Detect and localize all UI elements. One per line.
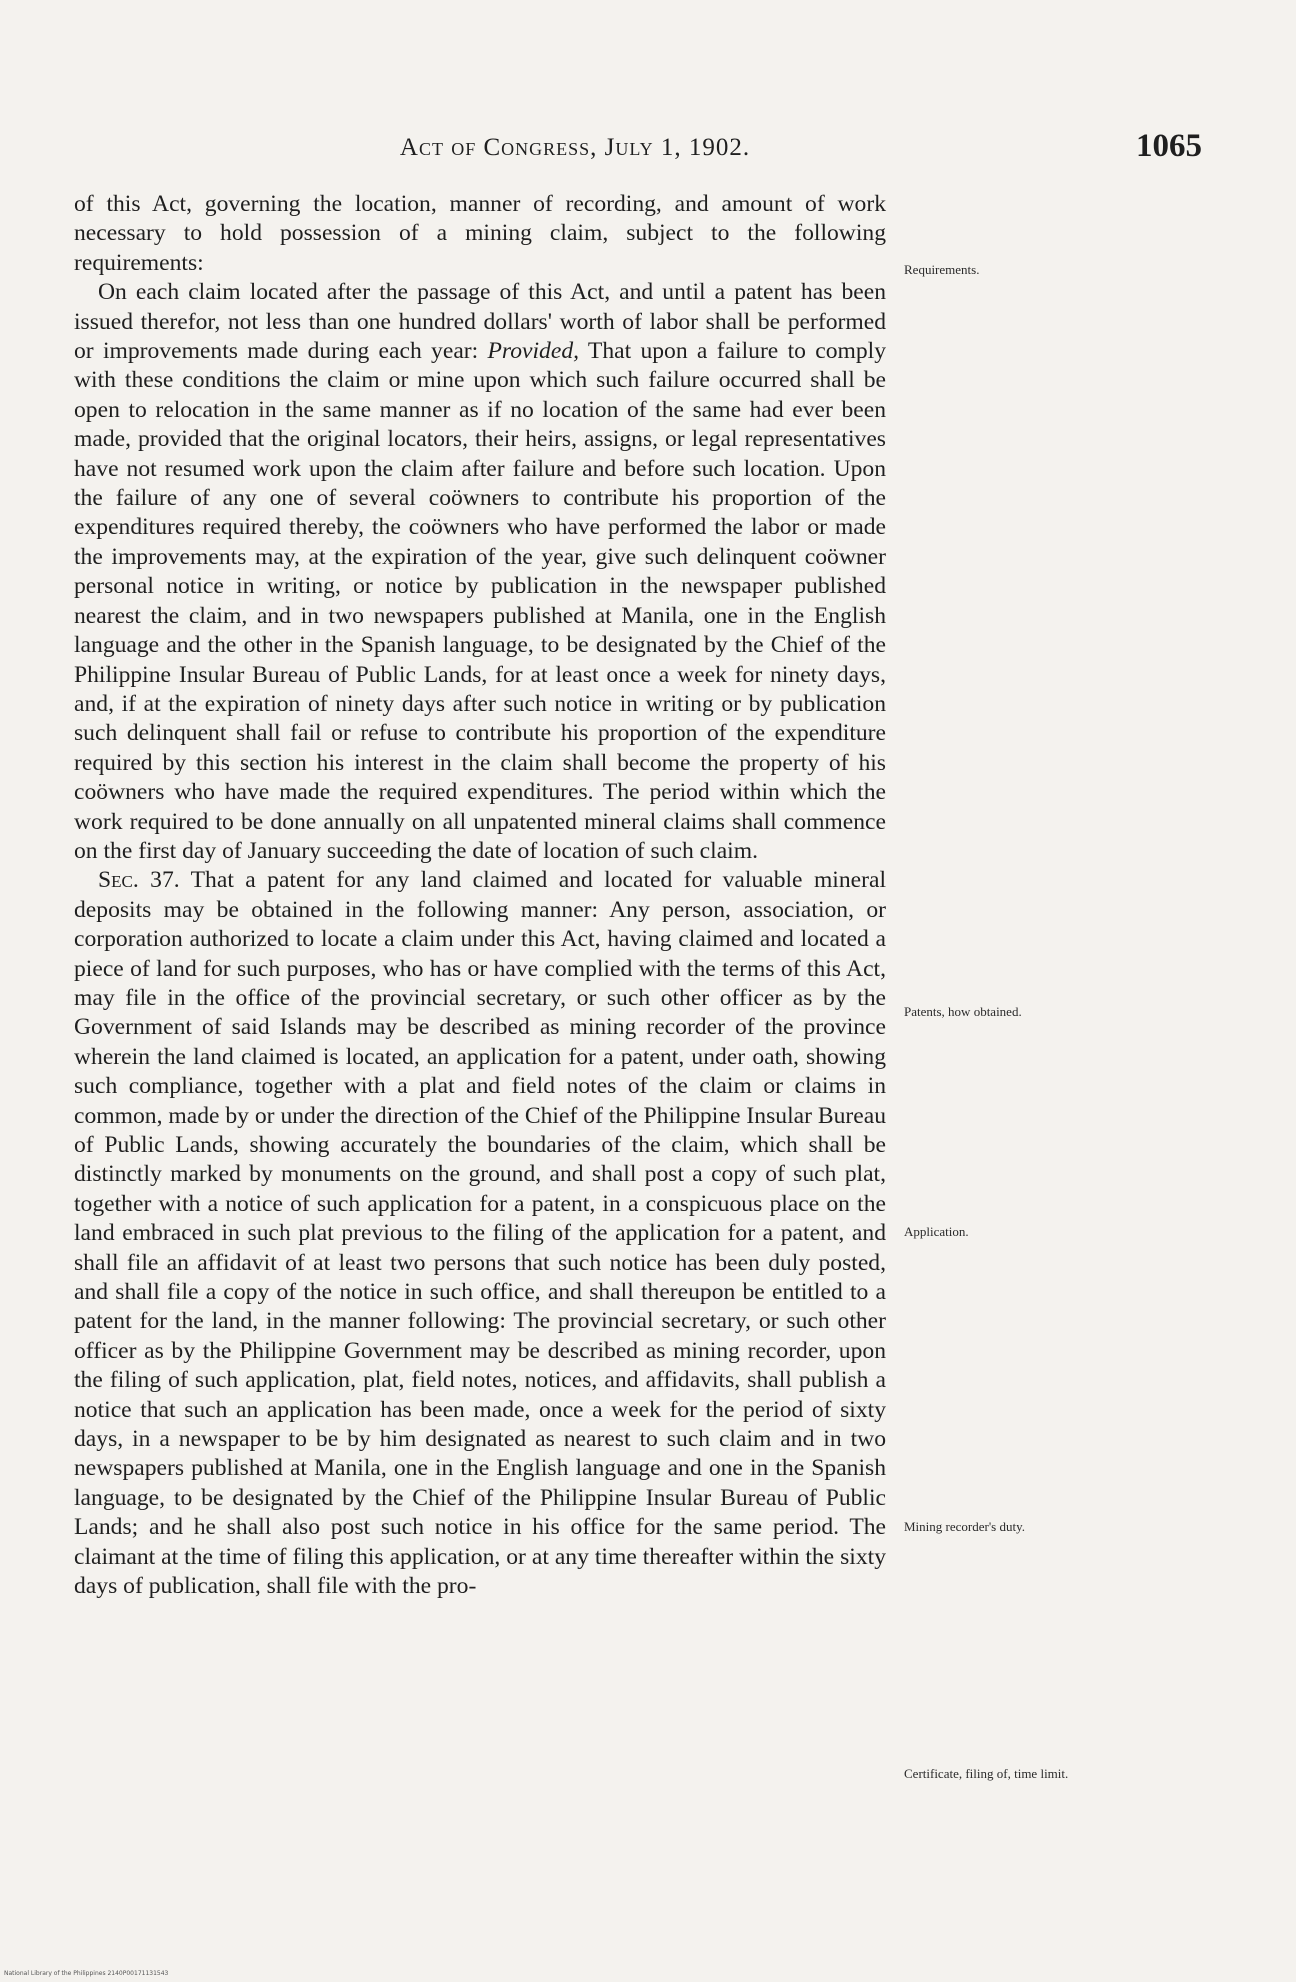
margin-note-patents: Patents, how obtained. <box>904 1004 1022 1019</box>
proviso-word: Provided, <box>487 338 580 365</box>
paragraph-text: That upon a failure to comply with these conditions the claim or mine upon which such failure occurred shall be open to relocation in the same manner as if no location of the same had ever been made, provided that the original locators, their heirs, assigns, or legal representatives have not resumed work upon the claim after failure and before such location. Upon the failure of any one of several coöwners to contribute his proportion of the expenditures required thereby, the coöwners who have performed the labor or made the improvements may, at the expiration of the year, give such delinquent coöwner personal notice in writing, or notice by publication in the newspaper published nearest the claim, and in two newspapers published at Manila, one in the English language and the other in the Spanish language, to be designated by the Chief of the Philippine Insular Bureau of Public Lands, for at least once a week for ninety days, and, if at the expiration of ninety days after such notice in writing or by publication such delinquent shall fail or refuse to contribute his proportion of the expenditure required by this section his interest in the claim shall become the property of his coöwners who have made the required expenditures. The period within which the work required to be done annually on all unpatented mineral claims shall commence on the first day of January succeeding the date of location of such claim. <box>74 338 886 864</box>
paragraph-work-requirement <box>74 278 886 866</box>
paragraph-text: That a patent for any land claimed and located for valuable mineral deposits may be obtained in the following manner: Any person, association, or corporation authorized to locate a claim under this Act, having claimed and located a piece of land for such purposes, who has or have complied with the terms of this Act, may file in the office of the provincial secretary, or such other officer as by the Government of said Islands may be described as mining recorder of the province wherein the land claimed is located, an application for a patent, under oath, showing such compliance, together with a plat and field notes of the claim or claims in common, made by or under the direction of the Chief of the Philippine Insular Bureau of Public Lands, showing accurately the boundaries of the claim, which shall be distinctly marked by monuments on the ground, and shall post a copy of such plat, together with a notice of such application for a patent, in a conspicuous place on the land embraced in such plat previous to the filing of the application for a patent, and shall file an affidavit of at least two persons that such notice has been duly posted, and shall file a copy of the notice in such office, and shall thereupon be entitled to a patent for the land, in the manner following: The provincial secretary, or such other officer as by the Philippine Government may be described as mining recorder, upon the filing of such application, plat, field notes, notices, and affidavits, shall publish a notice that such an application has been made, once a week for the period of sixty days, in a newspaper to be by him designated as nearest to such claim and in two newspapers published at Manila, one in the English language and one in the Spanish language, to be designated by the Chief of the Philippine Insular Bureau of Public Lands; and he shall also post such notice in his office for the same period. The claimant at the time of filing this application, or at any time thereafter within the sixty days of publication, shall file with the pro- <box>74 867 886 1600</box>
scan-footer: National Library of the Philippines 2140P00171131543 <box>4 1970 172 1977</box>
page-number: 1065 <box>1136 128 1202 164</box>
running-header: Act of Congress, July 1, 1902. <box>399 134 751 161</box>
margin-note-requirements: Requirements. <box>904 262 980 277</box>
margin-note-certificate: Certificate, filing of, time limit. <box>904 1766 1069 1781</box>
paragraph-continuation: of this Act, governing the location, manner of recording, and amount of work necessary to hold possession of a mining claim, subject to the following requirements: <box>74 191 886 276</box>
section-label: Sec. 37. <box>98 867 180 894</box>
paragraph-text: On each claim located after the passage of this Act, and until a patent has been issued therefor, not less than one hundred dollars' worth of labor shall be performed or improvements made during each year: <box>74 279 886 365</box>
margin-note-application: Application. <box>904 1224 969 1239</box>
paragraph-section-37 <box>74 866 886 1601</box>
body-text <box>74 190 886 1602</box>
margin-note-mining-recorder: Mining recorder's duty. <box>904 1519 1025 1534</box>
